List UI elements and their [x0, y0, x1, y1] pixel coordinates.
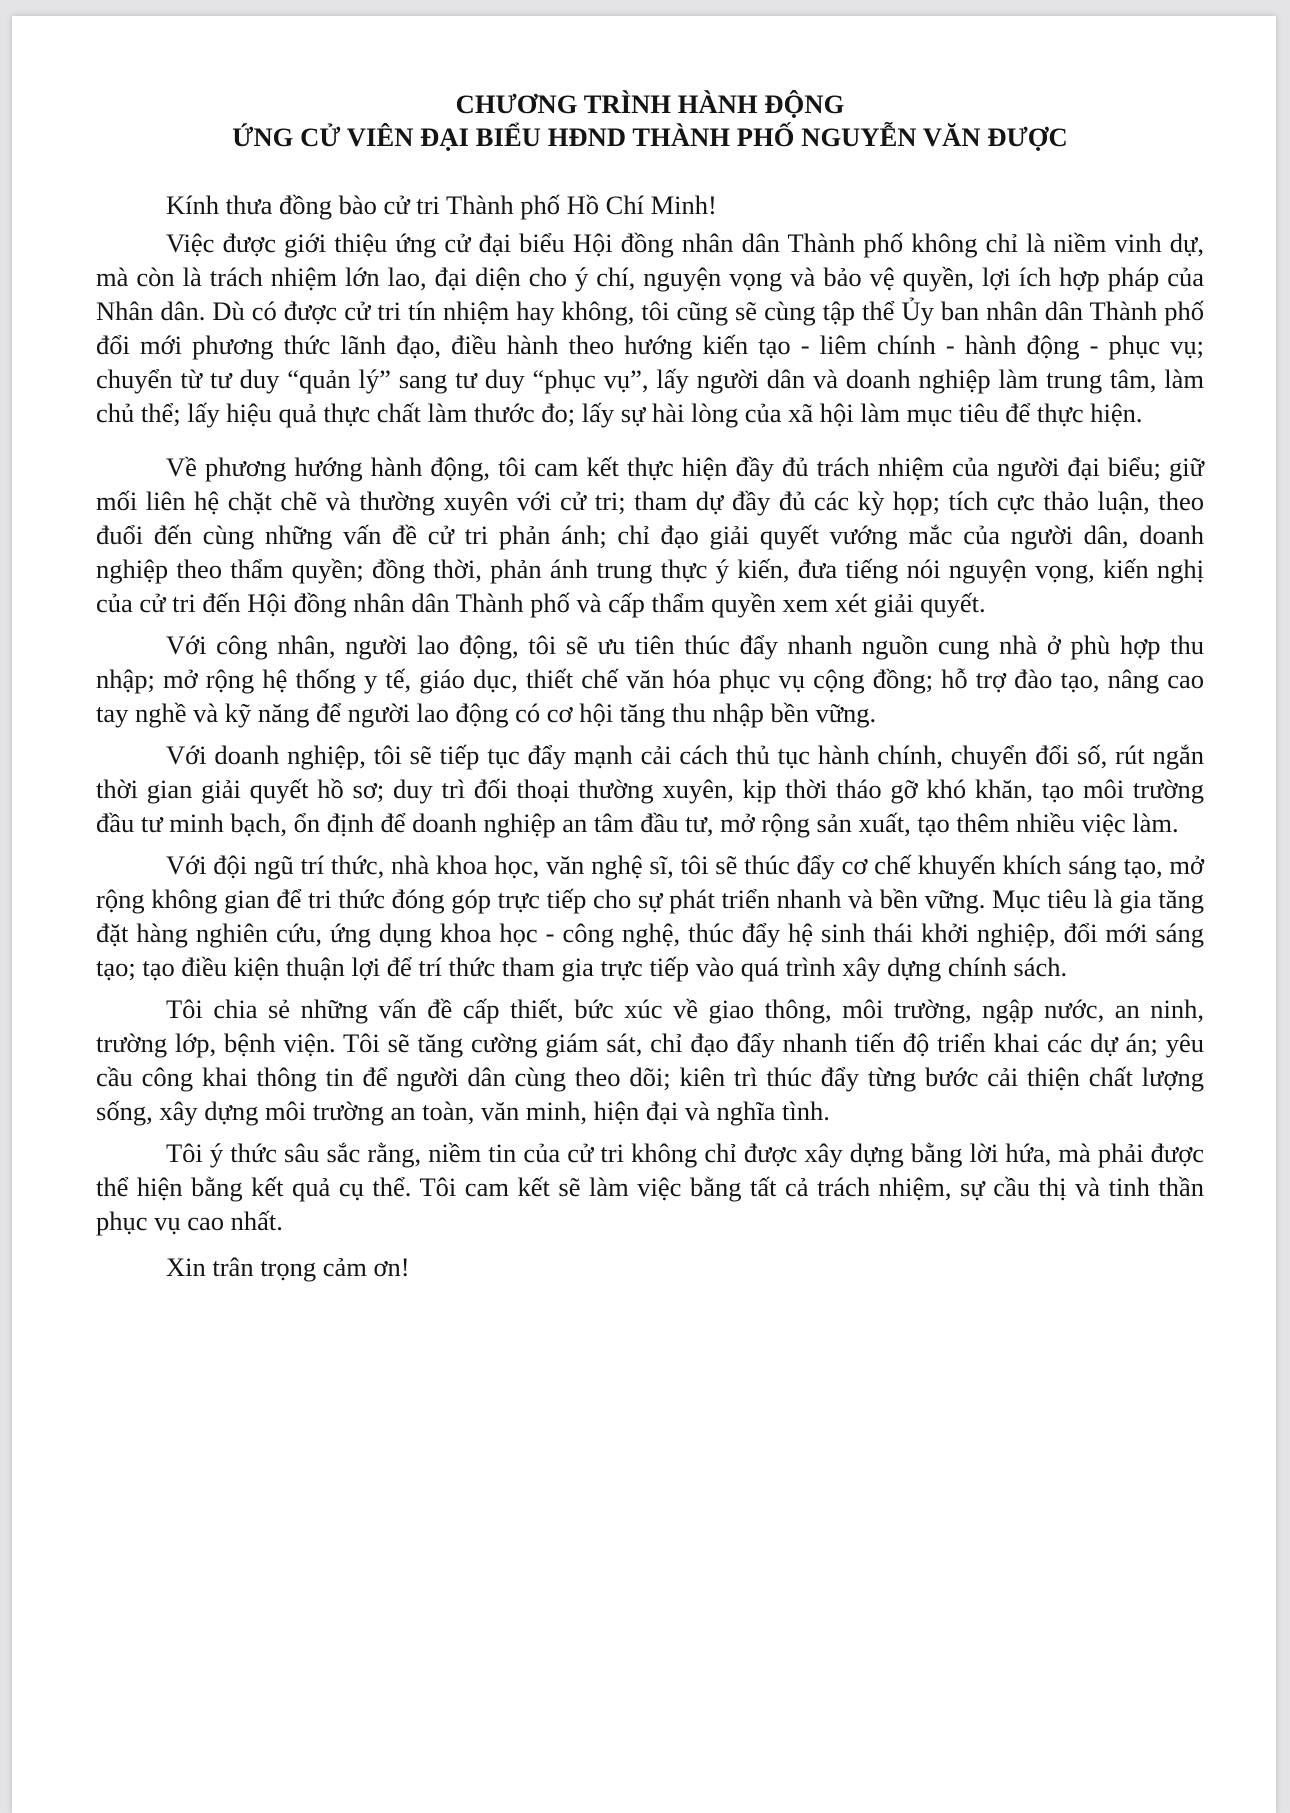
closing-line: Xin trân trọng cảm ơn! — [166, 1252, 410, 1282]
document-title — [96, 88, 1204, 154]
paragraph-business: Với doanh nghiệp, tôi sẽ tiếp tục đẩy mạnh cải cách thủ tục hành chính, chuyển đổi số, rút ngắn thời gian giải quyết hồ sơ; duy trì đối thoại thường xuyên, kịp thời tháo gỡ khó khăn, tạo môi trường đầu tư minh bạch, ổn định để doanh nghiệp an tâm đầu tư, mở rộng sản xuất, tạo thêm nhiều việc làm. — [96, 740, 1204, 838]
paragraph-workers: Với công nhân, người lao động, tôi sẽ ưu tiên thúc đẩy nhanh nguồn cung nhà ở phù hợp thu nhập; mở rộng hệ thống y tế, giáo dục, thiết chế văn hóa phục vụ cộng đồng; hỗ trợ đào tạo, nâng cao tay nghề và kỹ năng để người lao động có cơ hội tăng thu nhập bền vững. — [96, 630, 1204, 728]
paragraph-direction: Về phương hướng hành động, tôi cam kết thực hiện đầy đủ trách nhiệm của người đại biểu; giữ mối liên hệ chặt chẽ và thường xuyên với cử tri; tham dự đầy đủ các kỳ họp; tích cực thảo luận, theo đuổi đến cùng những vấn đề cử tri phản ánh; chỉ đạo giải quyết vướng mắc của người dân, doanh nghiệp theo thẩm quyền; đồng thời, phản ánh trung thực ý kiến, đưa tiếng nói nguyện vọng, kiến nghị của cử tri đến Hội đồng nhân dân Thành phố và cấp thẩm quyền xem xét giải quyết. — [96, 452, 1204, 618]
greeting: Kính thưa đồng bào cử tri Thành phố Hồ Chí Minh! — [166, 190, 717, 220]
paragraph-urgent-issues: Tôi chia sẻ những vấn đề cấp thiết, bức xúc về giao thông, môi trường, ngập nước, an ninh, trường lớp, bệnh viện. Tôi sẽ tăng cường giám sát, chỉ đạo đẩy nhanh tiến độ triển khai các dự án; yêu cầu công khai thông tin để người dân cùng theo dõi; kiên trì thúc đẩy từng bước cải thiện chất lượng sống, xây dựng môi trường an toàn, văn minh, hiện đại và nghĩa tình. — [96, 994, 1204, 1126]
paragraph-commitment: Tôi ý thức sâu sắc rằng, niềm tin của cử tri không chỉ được xây dựng bằng lời hứa, mà phải được thể hiện bằng kết quả cụ thể. Tôi cam kết sẽ làm việc bằng tất cả trách nhiệm, sự cầu thị và tinh thần phục vụ cao nhất. — [96, 1138, 1204, 1236]
paragraph-intro: Việc được giới thiệu ứng cử đại biểu Hội đồng nhân dân Thành phố không chỉ là niềm vinh dự, mà còn là trách nhiệm lớn lao, đại diện cho ý chí, nguyện vọng và bảo vệ quyền, lợi ích hợp pháp của Nhân dân. Dù có được cử tri tín nhiệm hay không, tôi cũng sẽ cùng tập thể Ủy ban nhân dân Thành phố đổi mới phương thức lãnh đạo, điều hành theo hướng kiến tạo - liêm chính - hành động - phục vụ; chuyển từ tư duy “quản lý” sang tư duy “phục vụ”, lấy người dân và doanh nghiệp làm trung tâm, làm chủ thể; lấy hiệu quả thực chất làm thước đo; lấy sự hài lòng của xã hội làm mục tiêu để thực hiện. — [96, 228, 1204, 428]
paragraph-intellectuals: Với đội ngũ trí thức, nhà khoa học, văn nghệ sĩ, tôi sẽ thúc đẩy cơ chế khuyến khích sáng tạo, mở rộng không gian để tri thức đóng góp trực tiếp cho sự phát triển nhanh và bền vững. Mục tiêu là gia tăng đặt hàng nghiên cứu, ứng dụng khoa học - công nghệ, thúc đẩy hệ sinh thái khởi nghiệp, đổi mới sáng tạo; tạo điều kiện thuận lợi để trí thức tham gia trực tiếp vào quá trình xây dựng chính sách. — [96, 850, 1204, 982]
title-line-2: ỨNG CỬ VIÊN ĐẠI BIỂU HĐND THÀNH PHỐ NGUYỄN VĂN ĐƯỢC — [232, 122, 1068, 152]
title-line-1: CHƯƠNG TRÌNH HÀNH ĐỘNG — [455, 89, 845, 119]
document-page — [12, 16, 1276, 1813]
